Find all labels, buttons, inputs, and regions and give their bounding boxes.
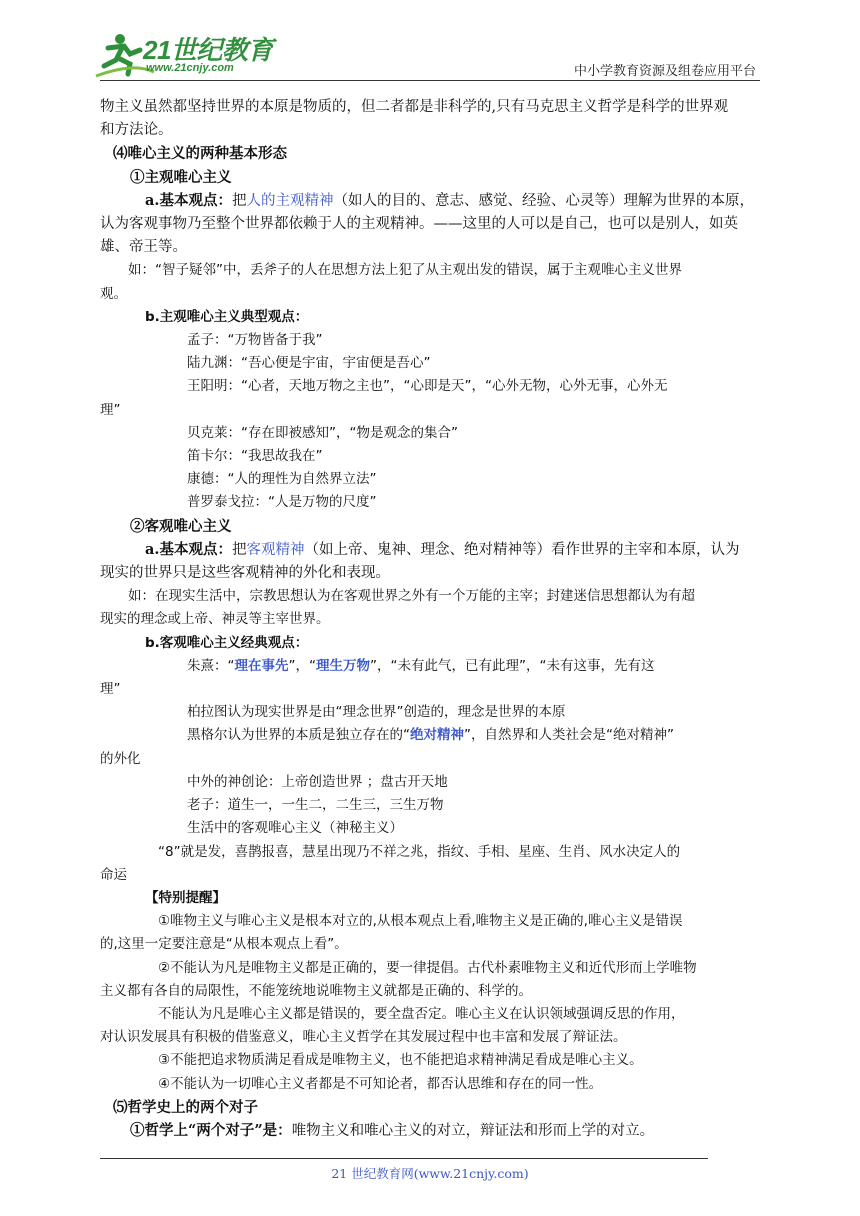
quote-line: 中外的神创论：上帝创造世界 ；盘古开天地 — [187, 773, 448, 790]
quote-line: 王阳明：“心者，天地万物之主也”，“心即是天”，“心外无物，心外无事，心外无 — [187, 378, 668, 395]
quote-line: 笛卡尔：“我思故我在” — [187, 448, 323, 465]
paragraph-line: 物主义虽然都坚持世界的本原是物质的，但二者都是非科学的,只有马克思主义哲学是科学的世界观 — [100, 99, 729, 115]
paragraph-line: 和方法论。 — [100, 122, 173, 139]
text: 唯物主义和唯心主义的对立，辩证法和形而上学的对立。 — [291, 1122, 655, 1139]
text: ”，自然界和人类社会是“绝对精神” — [464, 727, 674, 744]
paragraph-line — [100, 1119, 764, 1143]
footer-link[interactable]: 21 世纪教育网(www.21cnjy.com) — [331, 1166, 529, 1181]
text: 把 — [231, 541, 247, 558]
document-body — [100, 96, 764, 1143]
paragraph-line: 认为客观事物乃至整个世界都依赖于人的主观精神。——这里的人可以是自己，也可以是别人，如英 — [100, 216, 738, 233]
subsection-heading: ②客观唯心主义 — [130, 517, 232, 535]
paragraph-line — [100, 538, 764, 562]
section-heading: ⑷唯心主义的两种基本形态 — [113, 145, 287, 163]
quote-line: 孟子：“万物皆备于我” — [187, 332, 323, 349]
example-line: 现实的理念或上帝、神灵等主宰世界。 — [100, 611, 330, 628]
highlight-text: 理在事先 — [234, 657, 289, 674]
footer-divider — [100, 1158, 708, 1159]
label: a.基本观点： — [145, 191, 232, 209]
tip-line: ①唯物主义与唯心主义是根本对立的,从根本观点上看,唯物主义是正确的,唯心主义是错误 — [158, 913, 683, 930]
quote-line: 命运 — [100, 866, 127, 883]
paragraph-line — [100, 189, 764, 213]
subsection-heading: b.客观唯心主义经典观点： — [145, 634, 309, 651]
quote-line: 陆九渊：“吾心便是宇宙，宇宙便是吾心” — [187, 355, 431, 372]
text: 把 — [231, 192, 247, 209]
label: ①哲学上“两个对子”是： — [130, 1121, 292, 1139]
text: 朱熹：“ — [187, 657, 235, 674]
quote-line: 柏拉图认为现实世界是由“理念世界”创造的，理念是世界的本原 — [187, 704, 566, 721]
highlight-text: 人的主观精神 — [246, 192, 334, 209]
subsection-heading: ①主观唯心主义 — [130, 168, 232, 186]
tip-line: ④不能认为一切唯心主义者都是不可知论者，都否认思维和存在的同一性。 — [158, 1075, 603, 1092]
text: ”，“ — [288, 657, 316, 674]
logo-url: www.21cnjy.com — [146, 62, 234, 74]
header-divider — [100, 80, 760, 81]
platform-name: 中小学教育资源及组卷应用平台 — [573, 64, 756, 79]
text: （如上帝、鬼神、理念、绝对精神等）看作世界的主宰和本原，认为 — [304, 541, 740, 558]
tip-line: ②不能认为凡是唯物主义都是正确的，要一律提倡。古代朴素唯物主义和近代形而上学唯物 — [158, 959, 697, 976]
quote-line: 普罗泰戈拉：“人是万物的尺度” — [187, 494, 377, 511]
quote-line: 生活中的客观唯心主义（神秘主义） — [187, 820, 403, 837]
quote-line: 理” — [100, 681, 121, 698]
quote-line — [100, 724, 764, 747]
example-line: 如：“智子疑邻”中，丢斧子的人在思想方法上犯了从主观出发的错误，属于主观唯心主义世界 — [128, 262, 682, 279]
text: ”，“未有此气，已有此理”，“未有这事，先有这 — [370, 657, 655, 674]
paragraph-line: 现实的世界只是这些客观精神的外化和表现。 — [100, 565, 390, 582]
section-heading: ⑸哲学史上的两个对子 — [113, 1098, 258, 1116]
quote-line: 老子：道生一，一生二，二生三，三生万物 — [187, 797, 444, 814]
quote-line: 康德：“人的理性为自然界立法” — [187, 471, 377, 488]
tip-line: 对认识发展具有积极的借鉴意义，唯心主义哲学在其发展过程中也丰富和发展了辩证法。 — [100, 1029, 627, 1046]
highlight-text: 绝对精神 — [410, 727, 464, 744]
label: a.基本观点： — [145, 540, 232, 558]
quote-line: 理” — [100, 401, 121, 418]
paragraph-line: 雄、帝王等。 — [100, 239, 187, 256]
tip-line: 的,这里一定要注意是“从根本观点上看”。 — [100, 936, 348, 953]
text: 黑格尔认为世界的本质是独立存在的“ — [187, 727, 410, 744]
quote-line: 贝克莱：“存在即被感知”，“物是观念的集合” — [187, 424, 458, 441]
quote-line — [100, 655, 764, 678]
tip-line: ③不能把追求物质满足看成是唯物主义，也不能把追求精神满足看成是唯心主义。 — [158, 1052, 643, 1069]
tip-heading: 【特别提醒】 — [145, 889, 226, 906]
quote-line: 的外化 — [100, 750, 141, 767]
tip-line: 主义都有各自的局限性，不能笼统地说唯物主义就都是正确的、科学的。 — [100, 982, 532, 999]
highlight-text: 客观精神 — [246, 541, 305, 558]
example-line: 观。 — [100, 285, 127, 302]
quote-line: “8”就是发，喜鹊报喜，慧星出现乃不祥之兆，指纹、手相、星座、生肖、风水决定人的 — [158, 843, 681, 860]
logo-text: 21世纪教育 — [143, 35, 273, 65]
text: （如人的目的、意志、感觉、经验、心灵等）理解为世界的本原， — [333, 192, 754, 209]
example-line: 如：在现实生活中，宗教思想认为在客观世界之外有一个万能的主宰；封建迷信思想都认为有超 — [128, 588, 695, 605]
highlight-text: 理生万物 — [316, 657, 370, 674]
subsection-heading: b.主观唯心主义典型观点： — [145, 308, 309, 325]
tip-line: 不能认为凡是唯心主义都是错误的，要全盘否定。唯心主义在认识领域强调反思的作用， — [158, 1005, 685, 1022]
